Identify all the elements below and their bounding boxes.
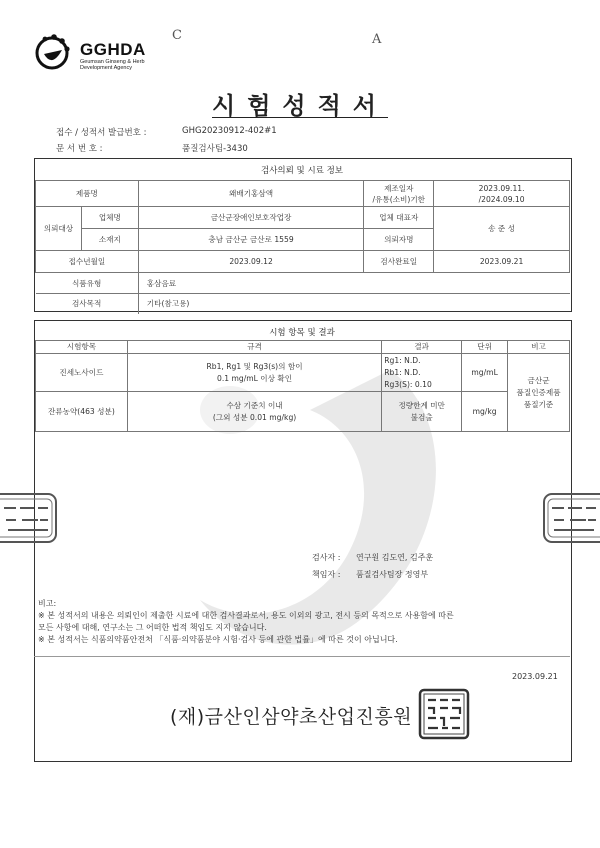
received-label: 접수년월일 — [36, 251, 139, 273]
table-row — [36, 354, 570, 392]
logo-name: GGHDA — [80, 40, 146, 59]
col-unit: 단위 — [462, 341, 508, 354]
completed-value: 2023.09.21 — [434, 251, 570, 273]
remarks-line: 모든 사항에 대해, 연구소는 그 어떠한 법적 책임도 지지 않습니다. — [38, 623, 267, 632]
purpose-value: 기타(참고용) — [138, 294, 569, 314]
title-underline — [212, 117, 388, 118]
result-note: 금산군 품질인증제품 품질기준 — [508, 354, 570, 432]
corner-mark-c: C — [172, 28, 182, 43]
manager-value: 품질검사팀장 정영부 — [356, 570, 429, 579]
rep-label: 업체 대표자 — [364, 207, 434, 229]
completed-label: 검사완료일 — [364, 251, 434, 273]
doc-number-label: 문 서 번 호 : — [56, 144, 103, 154]
mfg-label: 제조일자 /유통(소비)기한 — [364, 181, 434, 207]
result-unit: mg/kg — [462, 392, 508, 432]
seal-left-fragment — [0, 490, 60, 546]
col-result: 결과 — [382, 341, 462, 354]
col-spec: 규격 — [127, 341, 381, 354]
logo-subtitle: Geumsan Ginseng & Herb Development Agency — [80, 59, 145, 71]
requester-label: 의뢰자명 — [364, 229, 434, 251]
remarks-line: ※ 본 성적서는 식품의약품안전처 「식품·의약품분야 시험·검사 등에 관한 법률」에 따른 것이 아닙니다. — [38, 635, 398, 644]
result-value: 정량한계 미만 불검출 — [382, 392, 462, 432]
rep-value: 송 준 성 — [434, 207, 570, 251]
page-title: 시험성적서 — [212, 91, 388, 120]
request-section-title: 검사의뢰 및 시료 정보 — [260, 166, 343, 176]
inspector-label: 검사자 : — [312, 553, 341, 562]
request-info-table — [35, 180, 570, 314]
col-note: 비고 — [508, 341, 570, 354]
official-seal — [418, 688, 470, 740]
food-type-label: 식품유형 — [36, 273, 139, 294]
remarks — [38, 598, 566, 646]
result-spec: 수삼 기준치 이내 (그외 성분 0.01 mg/kg) — [127, 392, 381, 432]
results-section-title: 시험 항목 및 결과 — [269, 328, 335, 338]
company-label: 업체명 — [81, 207, 138, 229]
food-type-value: 홍삼음료 — [138, 273, 569, 294]
organization-name: (재)금산인삼약초산업진흥원 — [170, 706, 413, 728]
result-spec: Rb1, Rg1 및 Rg3(s)의 함이 0.1 mg/mL 이상 확인 — [127, 354, 381, 392]
remarks-line: ※ 본 성적서의 내용은 의뢰인이 제출한 시료에 대한 검사결과로서, 용도 이외의 광고, 전시 등의 목적으로 사용함에 따른 — [38, 611, 454, 620]
col-item: 시험항목 — [36, 341, 128, 354]
product-value: 왜배기홍삼액 — [138, 181, 364, 207]
manager-label: 책임자 : — [312, 570, 341, 579]
seal-right-fragment — [540, 490, 600, 546]
result-item: 진세노사이드 — [36, 354, 128, 392]
divider — [34, 656, 570, 657]
company-value: 금산군장애인보호작업장 — [138, 207, 364, 229]
result-unit: mg/mL — [462, 354, 508, 392]
received-value: 2023.09.12 — [138, 251, 364, 273]
doc-number-value: 품질검사팀-3430 — [182, 144, 248, 154]
inspector-value: 연구원 김도연, 김주훈 — [356, 553, 434, 562]
result-value: Rg1: N.D. Rb1: N.D. Rg3(S): 0.10 — [382, 354, 462, 392]
purpose-label: 검사목적 — [36, 294, 139, 314]
remarks-label: 비고: — [38, 599, 57, 608]
mfg-value: 2023.09.11. /2024.09.10 — [434, 181, 570, 207]
receipt-value: GHG20230912-402#1 — [182, 126, 277, 136]
issue-date: 2023.09.21 — [512, 672, 558, 681]
client-label: 의뢰대상 — [36, 207, 82, 251]
receipt-label: 접수 / 성적서 발급번호 : — [56, 128, 147, 138]
results-table — [35, 340, 570, 432]
corner-mark-a: A — [372, 32, 382, 47]
product-label: 제품명 — [36, 181, 139, 207]
result-item: 잔류농약(463 성분) — [36, 392, 128, 432]
table-row — [36, 392, 570, 432]
address-label: 소재지 — [81, 229, 138, 251]
address-value: 충남 금산군 금산로 1559 — [138, 229, 364, 251]
